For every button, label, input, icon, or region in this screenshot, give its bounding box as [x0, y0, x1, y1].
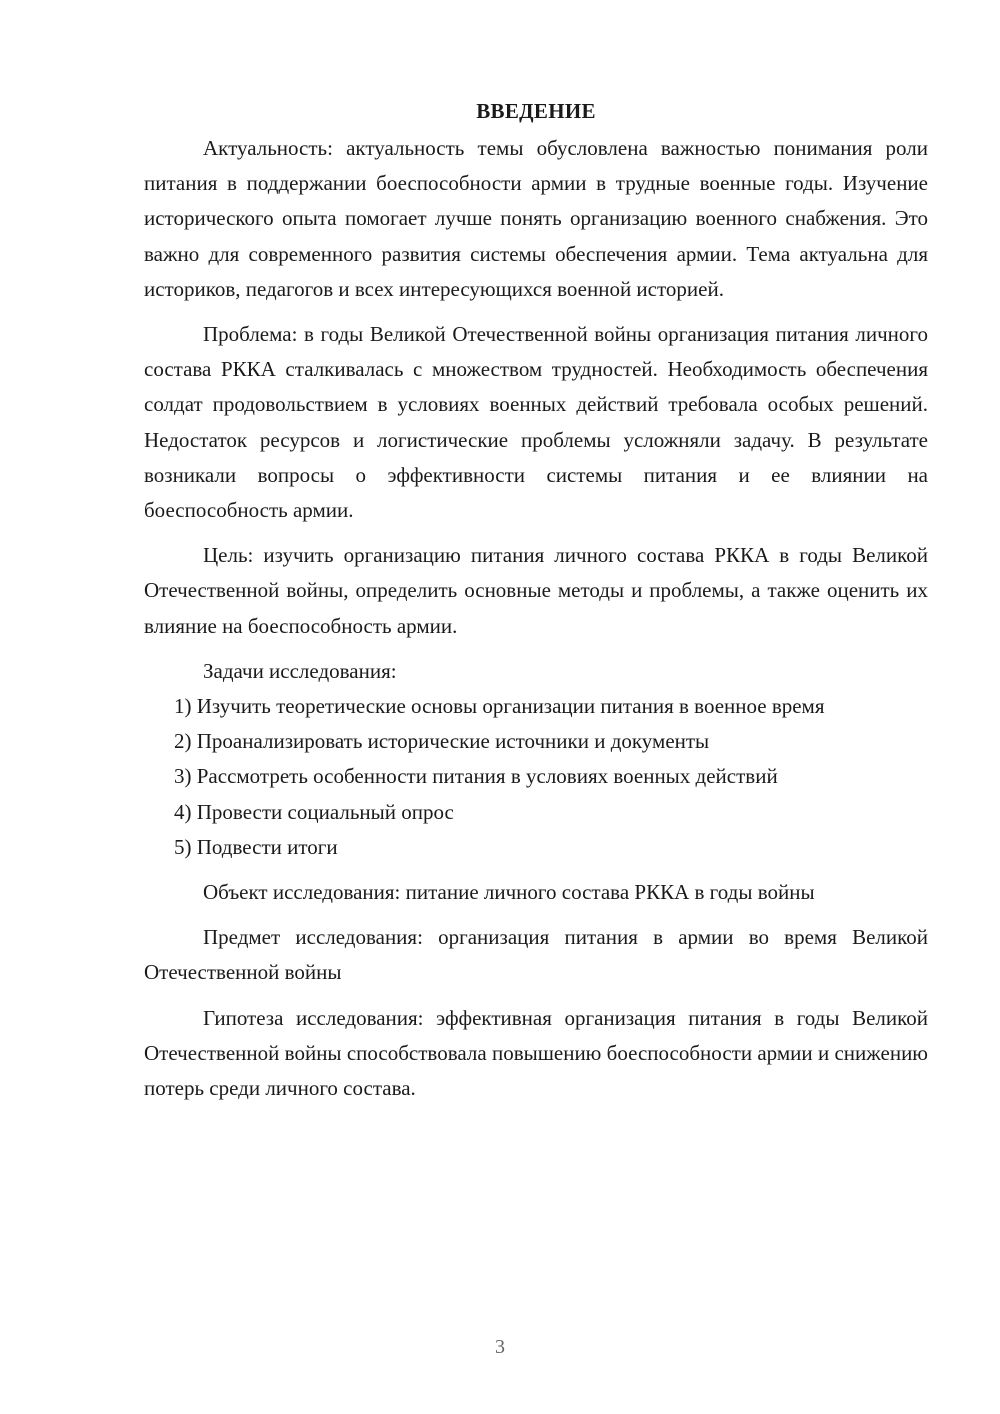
paragraph-hypothesis: Гипотеза исследования: эффективная организация питания в годы Великой Отечественной войны способствовала повышению боеспособности армии и снижению потерь среди личного состава.	[144, 1005, 928, 1101]
task-item-3: 3) Рассмотреть особенности питания в условиях военных действий	[174, 764, 778, 789]
paragraph-object: Объект исследования: питание личного состава РККА в годы войны	[203, 880, 815, 905]
paragraph-problem: Проблема: в годы Великой Отечественной войны организация питания личного состава РККА сталкивалась с множеством трудностей. Необходимость обеспечения солдат продовольствием в условиях военных действий требовала особых решений. Недостаток ресурсов и логистические проблемы усложняли задачу. В результате возникали вопросы о эффективности системы питания и ее влиянии на боеспособность армии.	[144, 322, 928, 523]
paragraph-goal: Цель: изучить организацию питания личного состава РККА в годы Великой Отечественной войны, определить основные методы и проблемы, а также оценить их влияние на боеспособность армии.	[144, 543, 928, 638]
task-item-4: 4) Провести социальный опрос	[174, 799, 454, 824]
paragraph-relevance: Актуальность: актуальность темы обусловлена важностью понимания роли питания в поддержании боеспособности армии в трудные военные годы. Изучение исторического опыта помогает лучше понять организацию военного снабжения. Это важно для современного развития системы обеспечения армии. Тема актуальна для историков, педагогов и всех интересующихся военной историей.	[144, 136, 928, 301]
task-item-5: 5) Подвести итоги	[174, 834, 338, 859]
task-item-1: 1) Изучить теоретические основы организации питания в военное время	[174, 694, 825, 719]
page-content	[144, 96, 928, 1106]
page-number: 3	[495, 1336, 505, 1358]
tasks-title: Задачи исследования:	[203, 658, 397, 683]
task-item-2: 2) Проанализировать исторические источники и документы	[174, 729, 710, 754]
section-heading: ВВЕДЕНИЕ	[476, 99, 596, 123]
paragraph-subject: Предмет исследования: организация питания в армии во время Великой Отечественной войны	[144, 925, 928, 985]
